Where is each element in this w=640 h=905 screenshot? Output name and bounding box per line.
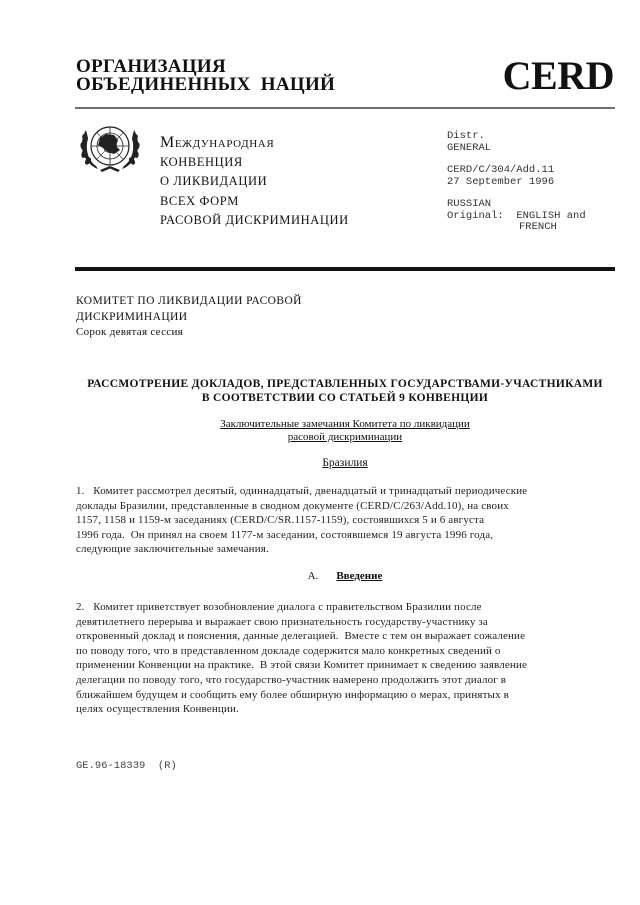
paragraph-1-line: доклады Бразилии, представленные в сводном документе (CERD/C/263/Add.10), на своих — [76, 499, 509, 512]
paragraph-2 — [76, 600, 606, 717]
document-subtitle-line-2: расовой дискриминации — [287, 430, 403, 443]
distribution-value: GENERAL — [447, 141, 492, 154]
paragraph-1 — [76, 484, 606, 557]
organization-name-line-2: ОБЪЕДИНЕННЫХ НАЦИЙ — [76, 74, 336, 95]
document-subtitle-line-1: Заключительные замечания Комитета по ликвидации — [220, 418, 470, 430]
paragraph-2-line: применении Конвенции на практике. В этой связи Комитет принимает к сведению заявление — [76, 659, 527, 672]
section-a-number: A. — [307, 570, 319, 582]
paragraph-1-line: 1996 года. Он принял на своем 1177-м заседании, состоявшемся 19 августа 1996 года, — [76, 528, 494, 541]
document-subtitle — [75, 418, 615, 443]
document-symbol-cerd: CERD — [502, 53, 614, 98]
document-date: 27 September 1996 — [447, 175, 555, 188]
paragraph-2-line: откровенный доклад и пояснения, данные делегацией. Вместе с тем он выражает сожаление — [76, 630, 526, 643]
convention-title-line-4: ВСЕХ ФОРМ — [160, 193, 239, 208]
original-language-value-1: ENGLISH and — [516, 209, 586, 222]
organization-name-line-1: ОРГАНИЗАЦИЯ — [76, 56, 227, 77]
convention-title-line-2: КОНВЕНЦИЯ — [160, 154, 243, 169]
document-title — [75, 377, 615, 405]
section-a-heading — [75, 570, 615, 582]
country-heading — [75, 457, 615, 469]
un-emblem-icon — [78, 120, 142, 176]
paragraph-2-line: по поводу того, что в представленном докладе содержится мало конкретных сведений о — [76, 644, 501, 657]
document-title-line-1: РАССМОТРЕНИЕ ДОКЛАДОВ, ПРЕДСТАВЛЕННЫХ ГОСУДАРСТВАМИ-УЧАСТНИКАМИ — [87, 378, 603, 390]
committee-session: Сорок девятая сессия — [76, 326, 184, 338]
paragraph-2-line: целях осуществления Конвенции. — [76, 703, 239, 716]
committee-block — [76, 294, 302, 341]
paragraph-1-line: 1. Комитет рассмотрел десятый, одиннадцатый, двенадцатый и тринадцатый периодические — [76, 485, 528, 497]
header-thick-divider — [75, 267, 615, 271]
original-language-label: Original: — [447, 209, 504, 222]
committee-name-line-1: КОМИТЕТ ПО ЛИКВИДАЦИИ РАСОВОЙ — [76, 295, 302, 307]
document-language: RUSSIAN — [447, 198, 492, 210]
original-language-value-2: FRENCH — [519, 221, 557, 233]
convention-title-line-3: О ЛИКВИДАЦИИ — [160, 174, 268, 188]
committee-name-line-2: ДИСКРИМИНАЦИИ — [76, 310, 188, 323]
document-title-line-2: В СООТВЕТСТВИИ СО СТАТЬЕЙ 9 КОНВЕНЦИИ — [201, 392, 489, 404]
convention-title-line-5: РАСОВОЙ ДИСКРИМИНАЦИИ — [160, 213, 349, 227]
paragraph-2-line: ближайшем будущем и сообщить ему более обширную информацию о мерах, принятых в — [76, 688, 509, 701]
convention-title — [160, 133, 349, 231]
organization-name — [76, 58, 335, 94]
distribution-label: Distr. — [447, 130, 485, 142]
document-metadata — [447, 131, 586, 245]
header-divider — [75, 107, 615, 109]
document-symbol: CERD/C/304/Add.11 — [447, 164, 555, 176]
paragraph-1-line: следующие заключительные замечания. — [76, 543, 269, 556]
convention-title-line-1: Международная — [160, 134, 275, 151]
paragraph-2-line: девятилетнего перерыва и выражает свою признательность государству-участнику за — [76, 615, 488, 628]
country-name: Бразилия — [322, 457, 368, 469]
paragraph-2-line: делегации по поводу того, что государство-участник намерено продолжить этот диалог в — [76, 673, 507, 686]
paragraph-1-line: 1157, 1158 и 1159-м заседаниях (CERD/C/SR.1157-1159), состоявшихся 5 и 6 августа — [76, 514, 485, 527]
paragraph-2-line: 2. Комитет приветствует возобновление диалога с правительством Бразилии после — [76, 601, 482, 613]
section-a-label: Введение — [336, 570, 383, 582]
job-number: GE.96-18339 (R) — [76, 760, 177, 772]
